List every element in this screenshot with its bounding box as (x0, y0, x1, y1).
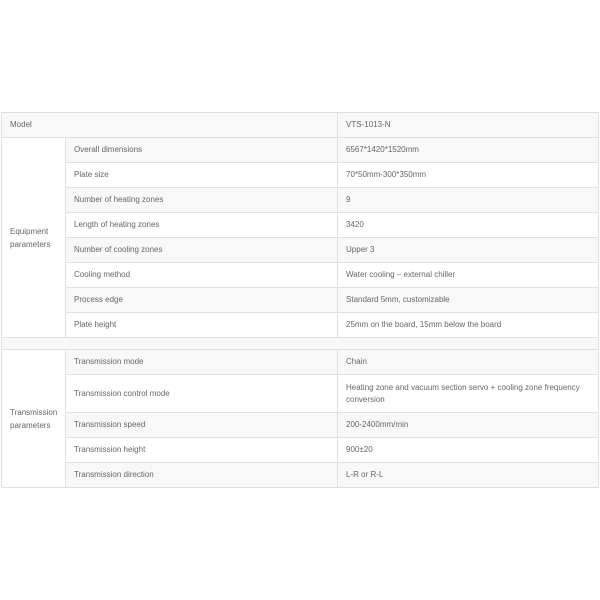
param-label: Plate height (66, 313, 338, 338)
param-label: Cooling method (66, 263, 338, 288)
param-value: 6567*1420*1520mm (338, 138, 599, 163)
table-row (2, 238, 599, 263)
param-label: Plate size (66, 163, 338, 188)
param-value: Standard 5mm, customizable (338, 288, 599, 313)
param-label: Transmission mode (66, 350, 338, 375)
table-row (2, 313, 599, 338)
param-value: Water cooling – external chiller (338, 263, 599, 288)
param-label: Transmission control mode (66, 375, 338, 413)
param-value: 900±20 (338, 438, 599, 463)
table-row (2, 350, 599, 375)
spec-table (1, 112, 599, 488)
table-row (2, 263, 599, 288)
group-label-transmission: Transmission parameters (2, 350, 66, 488)
table-row (2, 163, 599, 188)
table-row (2, 375, 599, 413)
param-value: L-R or R-L (338, 463, 599, 488)
param-value: Heating zone and vacuum section servo + cooling zone frequency conversion (338, 375, 599, 413)
model-value: VTS-1013-N (338, 113, 599, 138)
table-row-model (2, 113, 599, 138)
spacer-cell (2, 338, 599, 350)
table-spacer-row (2, 338, 599, 350)
table-row (2, 413, 599, 438)
param-label: Overall dimensions (66, 138, 338, 163)
param-label: Process edge (66, 288, 338, 313)
param-label: Length of heating zones (66, 213, 338, 238)
param-label: Transmission direction (66, 463, 338, 488)
param-label: Number of cooling zones (66, 238, 338, 263)
table-row (2, 288, 599, 313)
param-value: 25mm on the board, 15mm below the board (338, 313, 599, 338)
table-row (2, 213, 599, 238)
param-value: 70*50mm-300*350mm (338, 163, 599, 188)
param-label: Transmission speed (66, 413, 338, 438)
table-row (2, 438, 599, 463)
param-value: Chain (338, 350, 599, 375)
table-row (2, 463, 599, 488)
param-value: Upper 3 (338, 238, 599, 263)
param-label: Transmission height (66, 438, 338, 463)
table-row (2, 188, 599, 213)
param-value: 3420 (338, 213, 599, 238)
param-label: Number of heating zones (66, 188, 338, 213)
param-value: 200-2400mm/min (338, 413, 599, 438)
param-value: 9 (338, 188, 599, 213)
group-label-equipment: Equipment parameters (2, 138, 66, 338)
table-row (2, 138, 599, 163)
model-label: Model (2, 113, 338, 138)
